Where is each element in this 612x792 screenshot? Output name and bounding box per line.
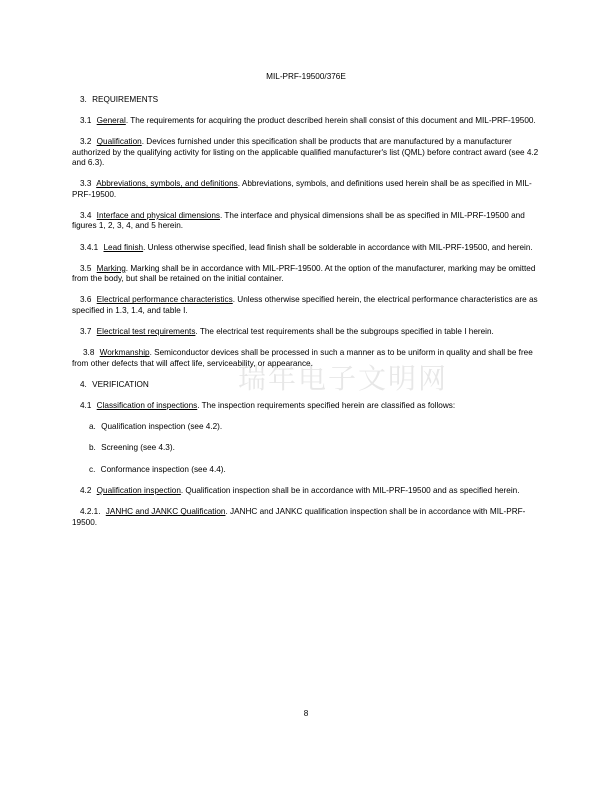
section-3-2-qualification (72, 137, 542, 168)
section-number: 3.8 (83, 348, 95, 358)
list-item-text: Conformance inspection (see 4.4). (100, 464, 226, 474)
list-item-text: Screening (see 4.3). (101, 443, 175, 453)
section-body: . JANHC and JANKC qualification inspection shall be in accordance with MIL-PRF-19500. (72, 507, 526, 527)
section-3-1-general (72, 116, 542, 126)
section-number: 3.4.1 (80, 242, 99, 252)
section-title: Qualification inspection (96, 485, 181, 495)
section-3-7-electrical-test (72, 327, 542, 337)
section-4-2-1-janhc-jankc (72, 507, 542, 528)
page-number: 8 (303, 709, 309, 718)
section-3-5-marking (72, 264, 542, 285)
section-number: 4.1 (80, 401, 92, 411)
section-title: Interface and physical dimensions (96, 211, 221, 221)
section-title: Classification of inspections (96, 401, 198, 411)
section-body: . Semiconductor devices shall be processed in such a manner as to be uniform in quality and shall be free from other defects that will affect life, serviceability, or appearance. (72, 348, 533, 368)
section-title: Lead finish (103, 242, 144, 252)
list-item-b (89, 443, 542, 453)
section-body: . Unless otherwise specified herein, the electrical performance characteristics are as specified in 1.3, 1.4, and table I. (72, 295, 538, 315)
list-item-a (89, 422, 542, 432)
section-number: 3. (80, 95, 87, 104)
document-body (72, 95, 542, 539)
section-4-1-classification (72, 401, 542, 411)
section-3-6-electrical-performance (72, 295, 542, 316)
section-title: Workmanship (99, 348, 150, 358)
section-title: General (96, 116, 126, 126)
section-heading: REQUIREMENTS (92, 95, 159, 104)
section-body: . The electrical test requirements shall be the subgroups specified in table I herein. (195, 327, 494, 337)
section-heading: VERIFICATION (92, 379, 149, 389)
section-body: . Unless otherwise specified, lead finish shall be solderable in accordance with MIL-PRF-19500, and herein. (143, 242, 533, 252)
section-4-verification (72, 380, 542, 390)
section-body: . Qualification inspection shall be in accordance with MIL-PRF-19500 and as specified herein. (180, 485, 520, 495)
section-title: Marking (96, 263, 126, 273)
section-number: 3.4 (80, 211, 92, 221)
section-4-2-qualification-inspection (72, 486, 542, 496)
section-title: JANHC and JANKC Qualification (105, 507, 226, 517)
section-body: . The interface and physical dimensions shall be as specified in MIL-PRF-19500 and figures 1, 2, 3, 4, and 5 herein. (72, 211, 525, 231)
section-3-3-abbreviations (72, 179, 542, 200)
section-body: . Abbreviations, symbols, and definitions used herein shall be as specified in MIL-PRF-19500. (72, 179, 532, 199)
section-3-4-1-lead-finish (72, 243, 542, 253)
section-3-4-interface-dimensions (72, 211, 542, 232)
section-number: 3.2 (80, 137, 92, 147)
section-number: 3.1 (80, 116, 92, 126)
document-id: MIL-PRF-19500/376E (266, 72, 346, 81)
section-3-8-workmanship (72, 348, 542, 369)
list-marker: b. (89, 443, 96, 453)
page-header (0, 72, 612, 82)
section-body: . Devices furnished under this specification shall be products that are manufactured by a manufacturer authorized by the qualifying activity for listing on the applicable qualified manufacturer's list (QML) before contract award (see 4.2 and 6.3). (72, 137, 539, 168)
section-title: Abbreviations, symbols, and definitions (96, 179, 238, 189)
section-number: 3.6 (80, 295, 92, 305)
section-number: 4.2.1. (80, 507, 101, 517)
section-title: Qualification (96, 137, 142, 147)
list-marker: a. (89, 422, 96, 432)
page-footer (0, 709, 612, 719)
section-title: Electrical performance characteristics (96, 295, 233, 305)
section-body: . The inspection requirements specified herein are classified as follows: (197, 401, 456, 411)
section-number: 4. (80, 379, 87, 389)
section-number: 3.3 (80, 179, 92, 189)
list-item-text: Qualification inspection (see 4.2). (101, 422, 223, 432)
section-number: 4.2 (80, 485, 92, 495)
section-body: . The requirements for acquiring the product described herein shall consist of this document and MIL-PRF-19500. (125, 116, 536, 126)
watermark: 瑞年电子文明网 (238, 362, 449, 395)
section-body: . Marking shall be in accordance with MIL-PRF-19500. At the option of the manufacturer, marking may be omitted from the body, but shall be retained on the initial container. (72, 263, 536, 284)
list-marker: c. (89, 464, 96, 474)
section-number: 3.7 (80, 327, 92, 337)
list-item-c (89, 465, 542, 475)
section-title: Electrical test requirements (96, 327, 196, 337)
section-3-requirements (72, 95, 542, 105)
section-number: 3.5 (80, 263, 92, 273)
